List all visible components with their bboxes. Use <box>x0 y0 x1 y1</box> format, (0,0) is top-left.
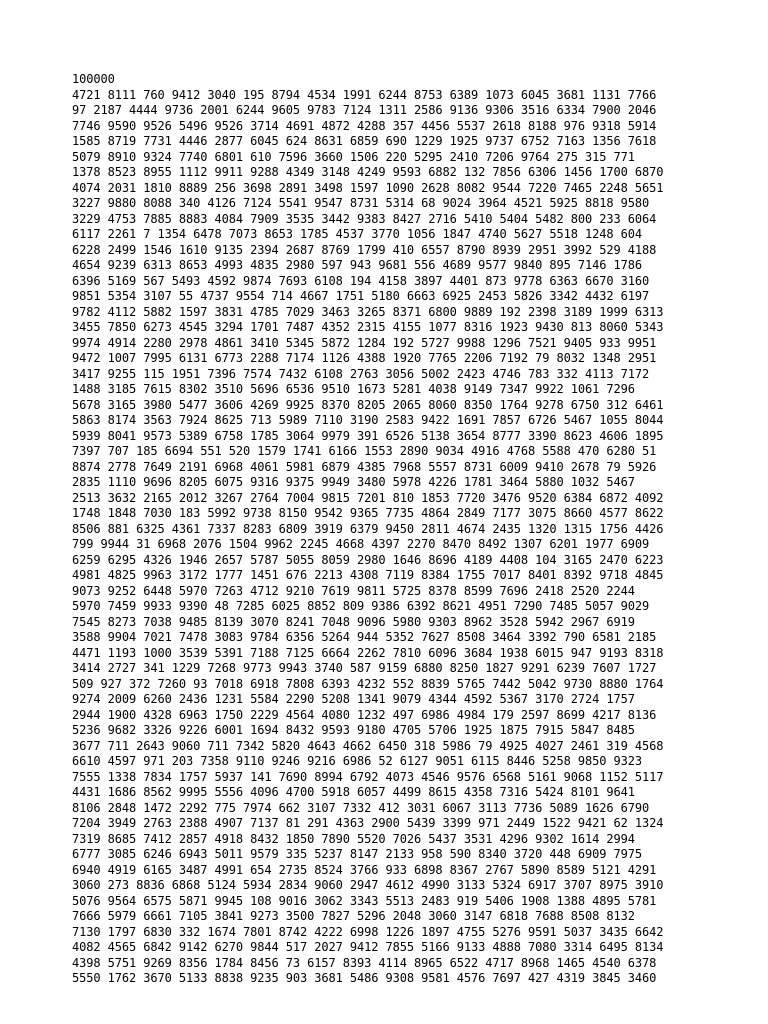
number-row: 799 9944 31 6968 2076 1504 9962 2245 4668 4397 2270 8470 8492 1307 6201 1977 6909 <box>72 537 650 551</box>
number-row: 4471 1193 1000 3539 5391 7188 7125 6664 2262 7810 6096 3684 1938 6015 947 9193 8318 <box>72 645 664 660</box>
number-row: 5076 9564 6575 5871 9945 108 9016 3062 3343 5513 2483 919 5406 1908 1388 4895 5781 <box>72 893 657 908</box>
number-row: 3455 7850 6273 4545 3294 1701 7487 4352 2315 4155 1077 8316 1923 9430 813 8060 5343 <box>72 320 664 334</box>
number-row: 4431 1686 8562 9995 5556 4096 4700 5918 6057 4499 8615 4358 7316 5424 8101 9641 <box>72 785 635 799</box>
number-row: 1585 8719 7731 4446 2877 6045 624 8631 6859 690 1229 1925 9737 6752 7163 1356 7618 <box>72 134 657 148</box>
number-row: 6117 2261 7 1354 6478 7073 8653 1785 4537 3770 1056 1847 4740 5627 5518 1248 604 <box>72 227 642 241</box>
number-row: 3588 9904 7021 7478 3083 9784 6356 5264 944 5352 7627 8508 3464 3392 790 6581 2185 <box>72 630 657 644</box>
number-row: 5970 7459 9933 9390 48 7285 6025 8852 809 9386 6392 8621 4951 7290 7485 5057 9029 <box>72 599 650 613</box>
number-row: 5939 8041 9573 5389 6758 1785 3064 9979 391 6526 5138 3654 8777 3390 8623 4606 1895 <box>72 428 664 443</box>
number-row: 7545 8273 7038 9485 8139 3070 8241 7048 9096 5980 9303 8962 3528 5942 2967 6919 <box>72 614 635 629</box>
number-row: 6610 4597 971 203 7358 9110 9246 9216 6986 52 6127 9051 6115 8446 5258 9850 9323 <box>72 754 642 768</box>
number-row: 7397 707 185 6694 551 520 1579 1741 6166 1553 2890 9034 4916 4768 5588 470 6280 51 <box>72 444 657 458</box>
number-row: 8874 2778 7649 2191 6968 4061 5981 6879 4385 7968 5557 8731 6009 9410 2678 79 5926 <box>72 459 657 474</box>
number-row: 5678 3165 3980 5477 3606 4269 9925 8370 8205 2065 8060 8350 1764 9278 6750 312 6461 <box>72 397 664 412</box>
document-header-count: 100000 <box>72 72 115 86</box>
number-row: 5236 9682 3326 9226 6001 1694 8432 9593 9180 4705 5706 1925 1875 7915 5847 8485 <box>72 723 635 737</box>
document-page <box>72 72 752 987</box>
number-row: 9851 5354 3107 55 4737 9554 714 4667 1751 5180 6663 6925 2453 5826 3342 4432 6197 <box>72 289 650 303</box>
number-row: 4398 5751 9269 8356 1784 8456 73 6157 8393 4114 8965 6522 4717 8968 1465 4540 6378 <box>72 955 657 970</box>
number-row: 7555 1338 7834 1757 5937 141 7690 8994 6792 4073 4546 9576 6568 5161 9068 1152 5117 <box>72 769 664 784</box>
number-row: 4981 4825 9963 3172 1777 1451 676 2213 4308 7119 8384 1755 7017 8401 8392 9718 4845 <box>72 568 664 582</box>
number-row: 9274 2009 6260 2436 1231 5584 2290 5208 1341 9079 4344 4592 5367 3170 2724 1757 <box>72 692 635 706</box>
number-row: 9073 9252 6448 5970 7263 4712 9210 7619 9811 5725 8378 8599 7696 2418 2520 2244 <box>72 583 635 598</box>
number-row: 1748 1848 7030 183 5992 9738 8150 9542 9365 7735 4864 2849 7177 3075 8660 4577 8622 <box>72 506 664 520</box>
number-row: 9974 4914 2280 2978 4861 3410 5345 5872 1284 192 5727 9988 1296 7521 9405 933 9951 <box>72 335 657 350</box>
number-row: 97 2187 4444 9736 2001 6244 9605 9783 7124 1311 2586 9136 9306 3516 6334 7900 2046 <box>72 103 657 117</box>
number-row: 4654 9239 6313 8653 4993 4835 2980 597 943 9681 556 4689 9577 9840 895 7146 1786 <box>72 258 642 272</box>
number-row: 5550 1762 3670 5133 8838 9235 903 3681 5486 9308 9581 4576 7697 427 4319 3845 3460 <box>72 971 657 985</box>
number-row: 4082 4565 6842 9142 6270 9844 517 2027 9412 7855 5166 9133 4888 7080 3314 6495 8134 <box>72 940 664 954</box>
number-row: 2513 3632 2165 2012 3267 2764 7004 9815 7201 810 1853 7720 3476 9520 6384 6872 4092 <box>72 490 664 505</box>
number-row: 2944 1900 4328 6963 1750 2229 4564 4080 1232 497 6986 4984 179 2597 8699 4217 8136 <box>72 707 657 722</box>
number-row: 6228 2499 1546 1610 9135 2394 2687 8769 1799 410 6557 8790 8939 2951 3992 529 4188 <box>72 242 657 257</box>
number-row: 3417 9255 115 1951 7396 7574 7432 6108 2763 3056 5002 2423 4746 783 332 4113 7172 <box>72 366 650 381</box>
number-row: 7204 3949 2763 2388 4907 7137 81 291 4363 2900 5439 3399 971 2449 1522 9421 62 1324 <box>72 816 664 830</box>
number-row: 1378 8523 8955 1112 9911 9288 4349 3148 4249 9593 6882 132 7856 6306 1456 1700 6870 <box>72 165 664 179</box>
number-row: 3414 2727 341 1229 7268 9773 9943 3740 587 9159 6880 8250 1827 9291 6239 7607 1727 <box>72 661 657 675</box>
number-row: 7666 5979 6661 7105 3841 9273 3500 7827 5296 2048 3060 3147 6818 7688 8508 8132 <box>72 909 635 923</box>
number-row: 7319 8685 7412 2857 4918 8432 1850 7890 5520 7026 5437 3531 4296 9302 1614 2994 <box>72 831 635 846</box>
number-row: 6259 6295 4326 1946 2657 5787 5055 8059 2980 1646 8696 4189 4408 104 3165 2470 6223 <box>72 552 664 567</box>
number-row: 6777 3085 6246 6943 5011 9579 335 5237 8147 2133 958 590 8340 3720 448 6909 7975 <box>72 847 642 861</box>
number-row: 3677 711 2643 9060 711 7342 5820 4643 4662 6450 318 5986 79 4925 4027 2461 319 4568 <box>72 738 664 753</box>
number-row: 6940 4919 6165 3487 4991 654 2735 8524 3766 933 6898 8367 2767 5890 8589 5121 4291 <box>72 862 657 877</box>
number-row: 4721 8111 760 9412 3040 195 8794 4534 1991 6244 8753 6389 1073 6045 3681 1131 7766 <box>72 87 657 102</box>
number-row: 5079 8910 9324 7740 6801 610 7596 3660 1506 220 5295 2410 7206 9764 275 315 771 <box>72 149 635 164</box>
number-row: 1488 3185 7615 8302 3510 5696 6536 9510 1673 5281 4038 9149 7347 9922 1061 7296 <box>72 382 635 396</box>
number-row: 9472 1007 7995 6131 6773 2288 7174 1126 4388 1920 7765 2206 7192 79 8032 1348 2951 <box>72 351 657 365</box>
number-row: 7746 9590 9526 5496 9526 3714 4691 4872 4288 357 4456 5537 2618 8188 976 9318 5914 <box>72 118 657 133</box>
number-row: 8106 2848 1472 2292 775 7974 662 3107 7332 412 3031 6067 3113 7736 5089 1626 6790 <box>72 800 650 815</box>
number-row: 3227 9880 8088 340 4126 7124 5541 9547 8731 5314 68 9024 3964 4521 5925 8818 9580 <box>72 196 650 210</box>
number-row: 3229 4753 7885 8883 4084 7909 3535 3442 9383 8427 2716 5410 5404 5482 800 233 6064 <box>72 211 657 226</box>
number-row: 8506 881 6325 4361 7337 8283 6809 3919 6379 9450 2811 4674 2435 1320 1315 1756 4426 <box>72 521 664 536</box>
number-row: 509 927 372 7260 93 7018 6918 7808 6393 4232 552 8839 5765 7442 5042 9730 8880 1764 <box>72 676 664 691</box>
number-row: 5863 8174 3563 7924 8625 713 5989 7110 3190 2583 9422 1691 7857 6726 5467 1055 8044 <box>72 413 664 427</box>
number-row: 2835 1110 9696 8205 6075 9316 9375 9949 3480 5978 4226 1781 3464 5880 1032 5467 <box>72 475 635 489</box>
number-row: 6396 5169 567 5493 4592 9874 7693 6108 194 4158 3897 4401 873 9778 6363 6670 3160 <box>72 273 650 288</box>
number-row: 9782 4112 5882 1597 3831 4785 7029 3463 3265 8371 6800 9889 192 2398 3189 1999 6313 <box>72 304 664 319</box>
number-row: 7130 1797 6830 332 1674 7801 8742 4222 6998 1226 1897 4755 5276 9591 5037 3435 6642 <box>72 924 664 939</box>
number-row: 3060 273 8836 6868 5124 5934 2834 9060 2947 4612 4990 3133 5324 6917 3707 8975 3910 <box>72 878 664 892</box>
number-row: 4074 2031 1810 8889 256 3698 2891 3498 1597 1090 2628 8082 9544 7220 7465 2248 5651 <box>72 180 664 195</box>
